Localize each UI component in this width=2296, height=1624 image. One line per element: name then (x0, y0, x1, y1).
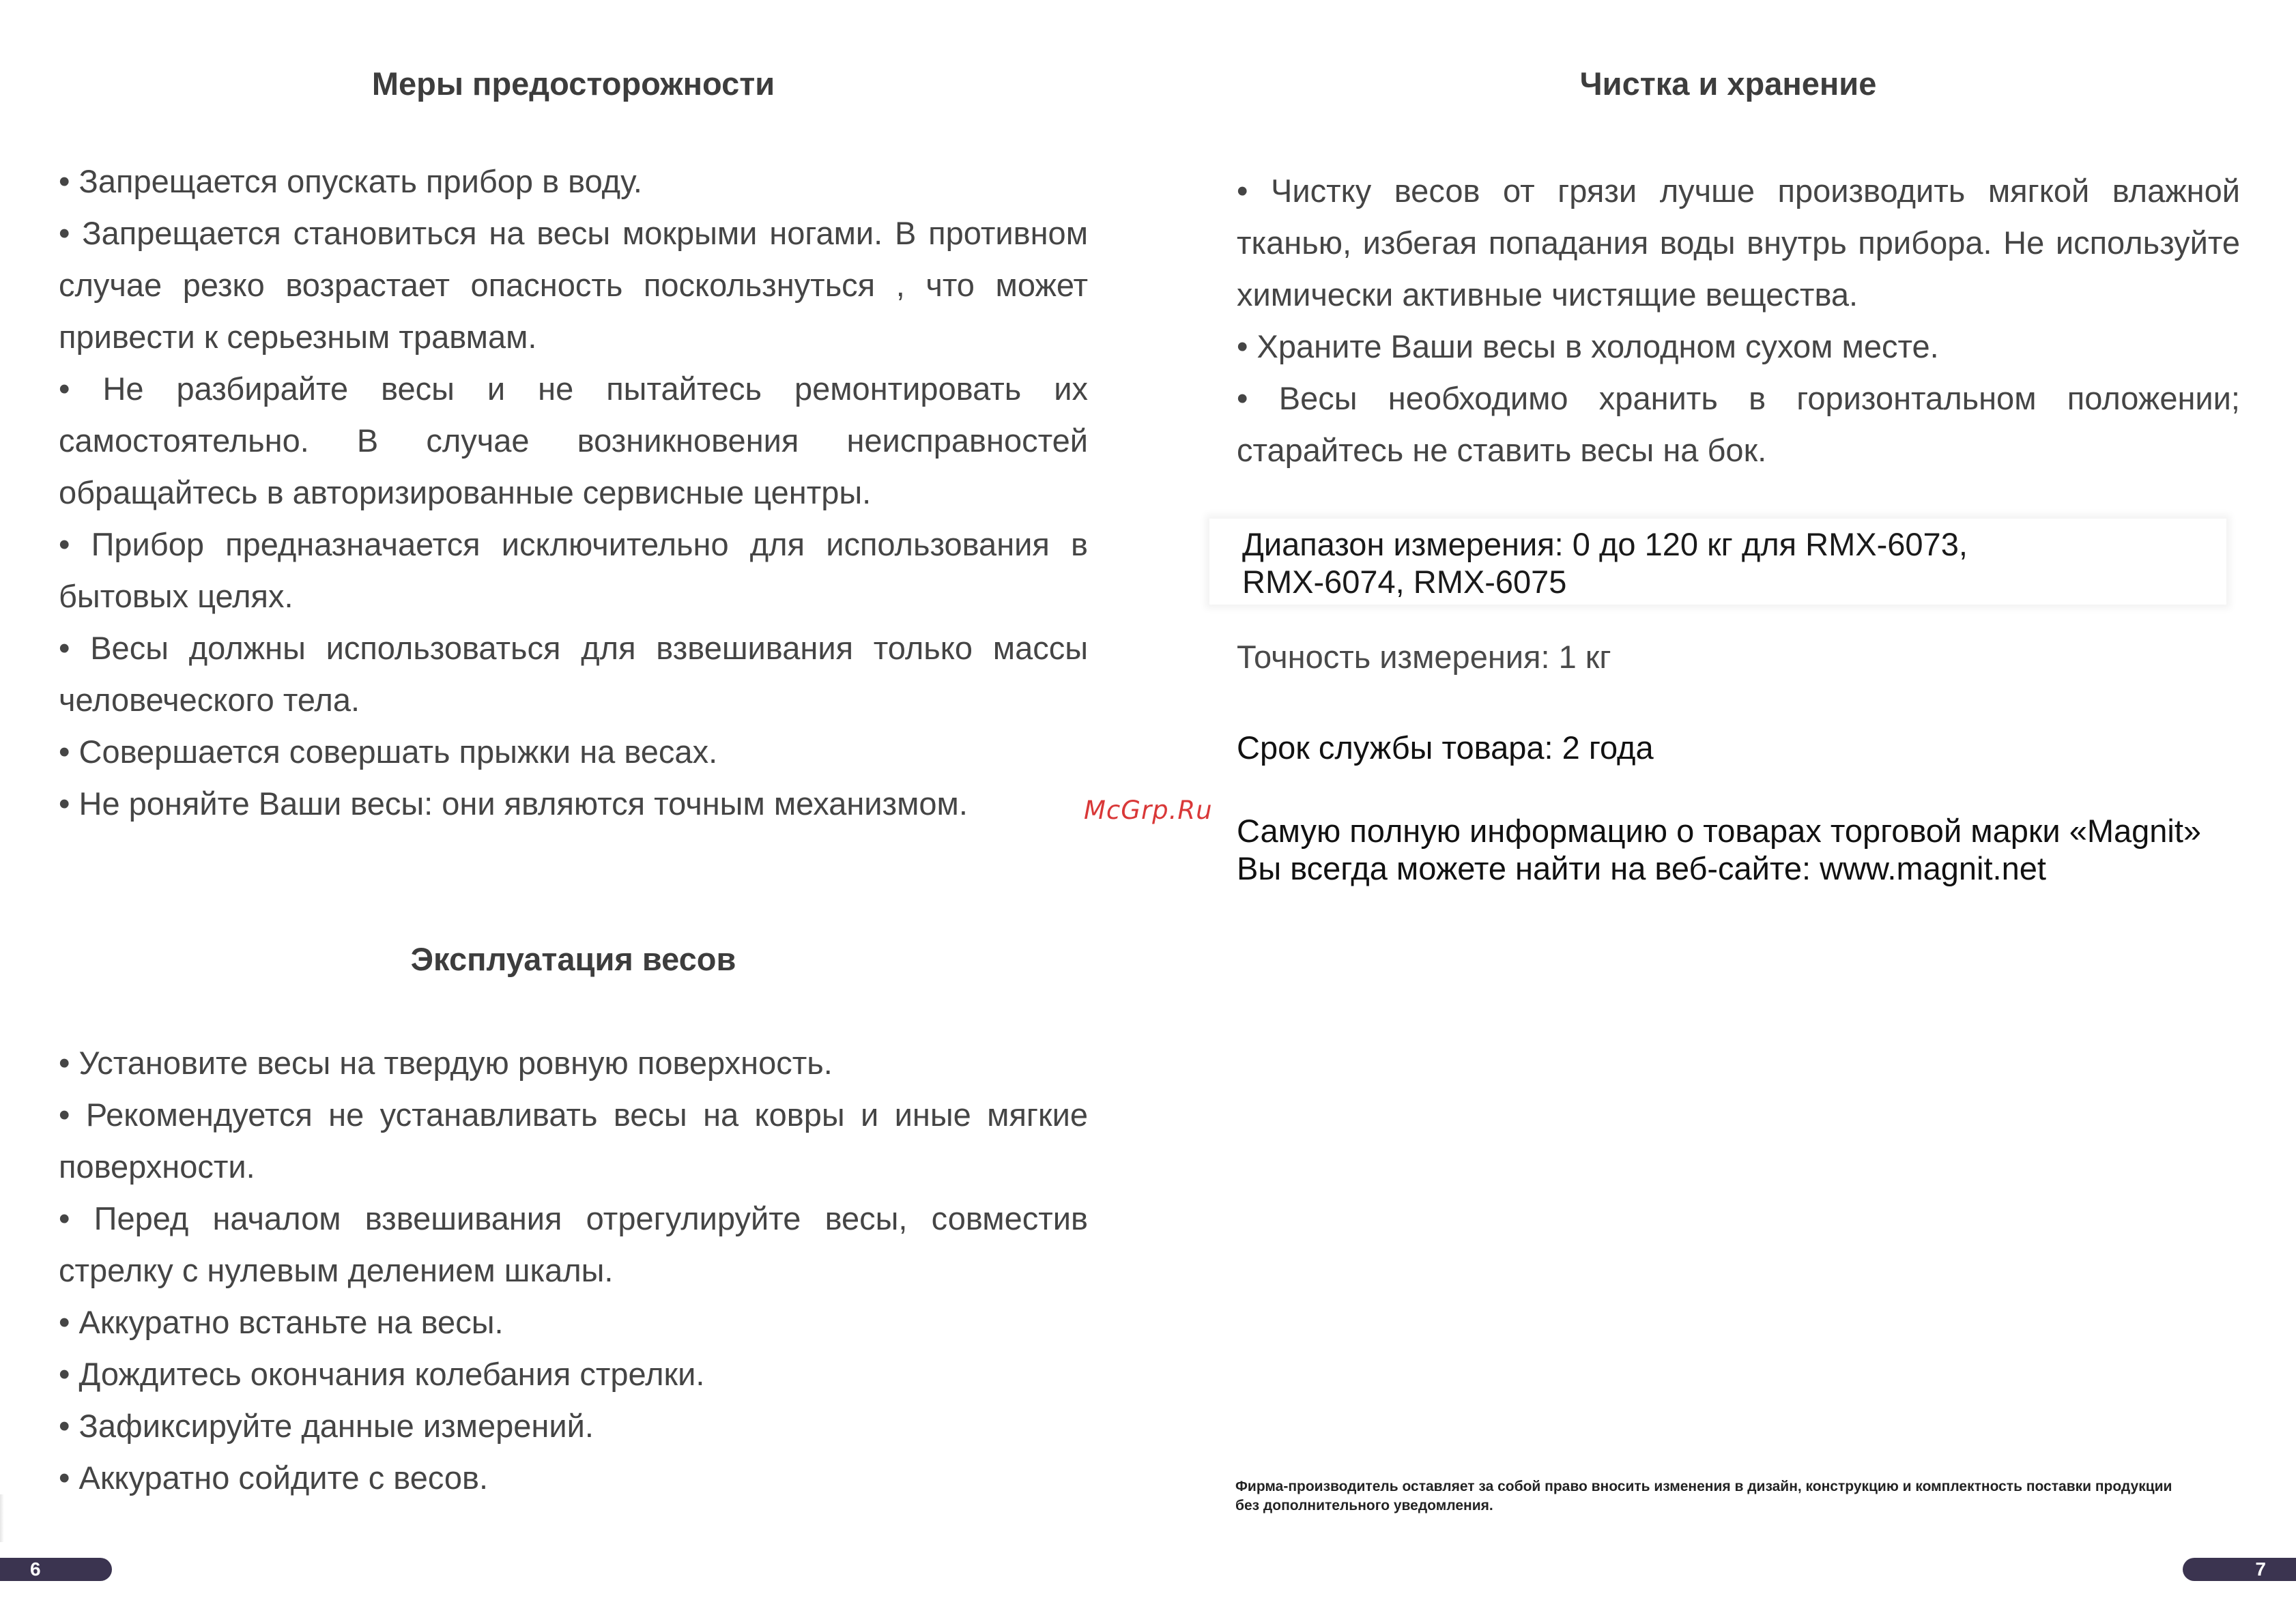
measurement-range-line-2: RMX-6074, RMX-6075 (1242, 564, 1567, 600)
list-item: • Храните Ваши весы в холодном сухом месте. (1237, 321, 2240, 373)
usage-list (59, 1037, 1088, 1504)
page-number-badge-right: 7 (2183, 1558, 2296, 1581)
disclaimer-line-1: Фирма-производитель оставляет за собой право вносить изменения в дизайн, конструкцию и комплектность поставки продукции (1235, 1479, 2172, 1494)
list-item: • Весы должны использоваться для взвешивания только массы человеческого тела. (59, 622, 1088, 726)
cleaning-list (1237, 165, 2240, 476)
list-item: • Прибор предназначается исключительно для использования в бытовых целях. (59, 519, 1088, 622)
list-item: • Весы необходимо хранить в горизонтальном положении; старайтесь не ставить весы на бок. (1237, 373, 2240, 476)
list-item: • Запрещается становиться на весы мокрыми ногами. В противном случае резко возрастает опасность поскользнуться , что может привести к серьезным травмам. (59, 207, 1088, 363)
list-item: • Совершается совершать прыжки на весах. (59, 726, 1088, 778)
page-edge-shadow (0, 1494, 4, 1542)
brand-info (1237, 812, 2274, 887)
disclaimer-line-2: без дополнительного уведомления. (1235, 1498, 1493, 1513)
manufacturer-disclaimer (1235, 1477, 2259, 1516)
page-number-badge-left: 6 (0, 1558, 112, 1581)
list-item: • Перед началом взвешивания отрегулируйте весы, совместив стрелку с нулевым делением шкалы. (59, 1193, 1088, 1296)
right-page (1148, 0, 2296, 1624)
measurement-range-line-1: Диапазон измерения: 0 до 120 кг для RMX-6073, (1242, 526, 1968, 562)
list-item: • Не разбирайте весы и не пытайтесь ремонтировать их самостоятельно. В случае возникновения неисправностей обращайтесь в авторизированные сервисные центры. (59, 363, 1088, 519)
list-item: • Зафиксируйте данные измерений. (59, 1400, 1088, 1452)
service-life: Срок службы товара: 2 года (1237, 729, 1654, 766)
list-item: • Аккуратно сойдите с весов. (59, 1452, 1088, 1504)
precautions-list (59, 156, 1088, 830)
measurement-range-box (1209, 519, 2226, 605)
precautions-heading: Меры предосторожности (371, 66, 775, 102)
list-item: • Не роняйте Ваши весы: они являются точным механизмом. (59, 778, 1088, 830)
brand-info-line-1: Самую полную информацию о товарах торговой марки «Magnit» (1237, 813, 2202, 849)
list-item: • Запрещается опускать прибор в воду. (59, 156, 1088, 207)
list-item: • Аккуратно встаньте на весы. (59, 1296, 1088, 1348)
list-item: • Установите весы на твердую ровную поверхность. (59, 1037, 1088, 1089)
usage-heading: Эксплуатация весов (410, 941, 736, 977)
watermark: McGrp.Ru (1084, 796, 1213, 825)
list-item: • Рекомендуется не устанавливать весы на ковры и иные мягкие поверхности. (59, 1089, 1088, 1193)
list-item: • Дождитесь окончания колебания стрелки. (59, 1348, 1088, 1400)
cleaning-heading: Чистка и хранение (1579, 66, 1877, 102)
list-item: • Чистку весов от грязи лучше производить мягкой влажной тканью, избегая попадания воды внутрь прибора. Не используйте химически активные чистящие вещества. (1237, 165, 2240, 321)
brand-info-line-2: Вы всегда можете найти на веб-сайте: www.magnit.net (1237, 850, 2046, 886)
measurement-accuracy: Точность измерения: 1 кг (1237, 639, 1611, 675)
